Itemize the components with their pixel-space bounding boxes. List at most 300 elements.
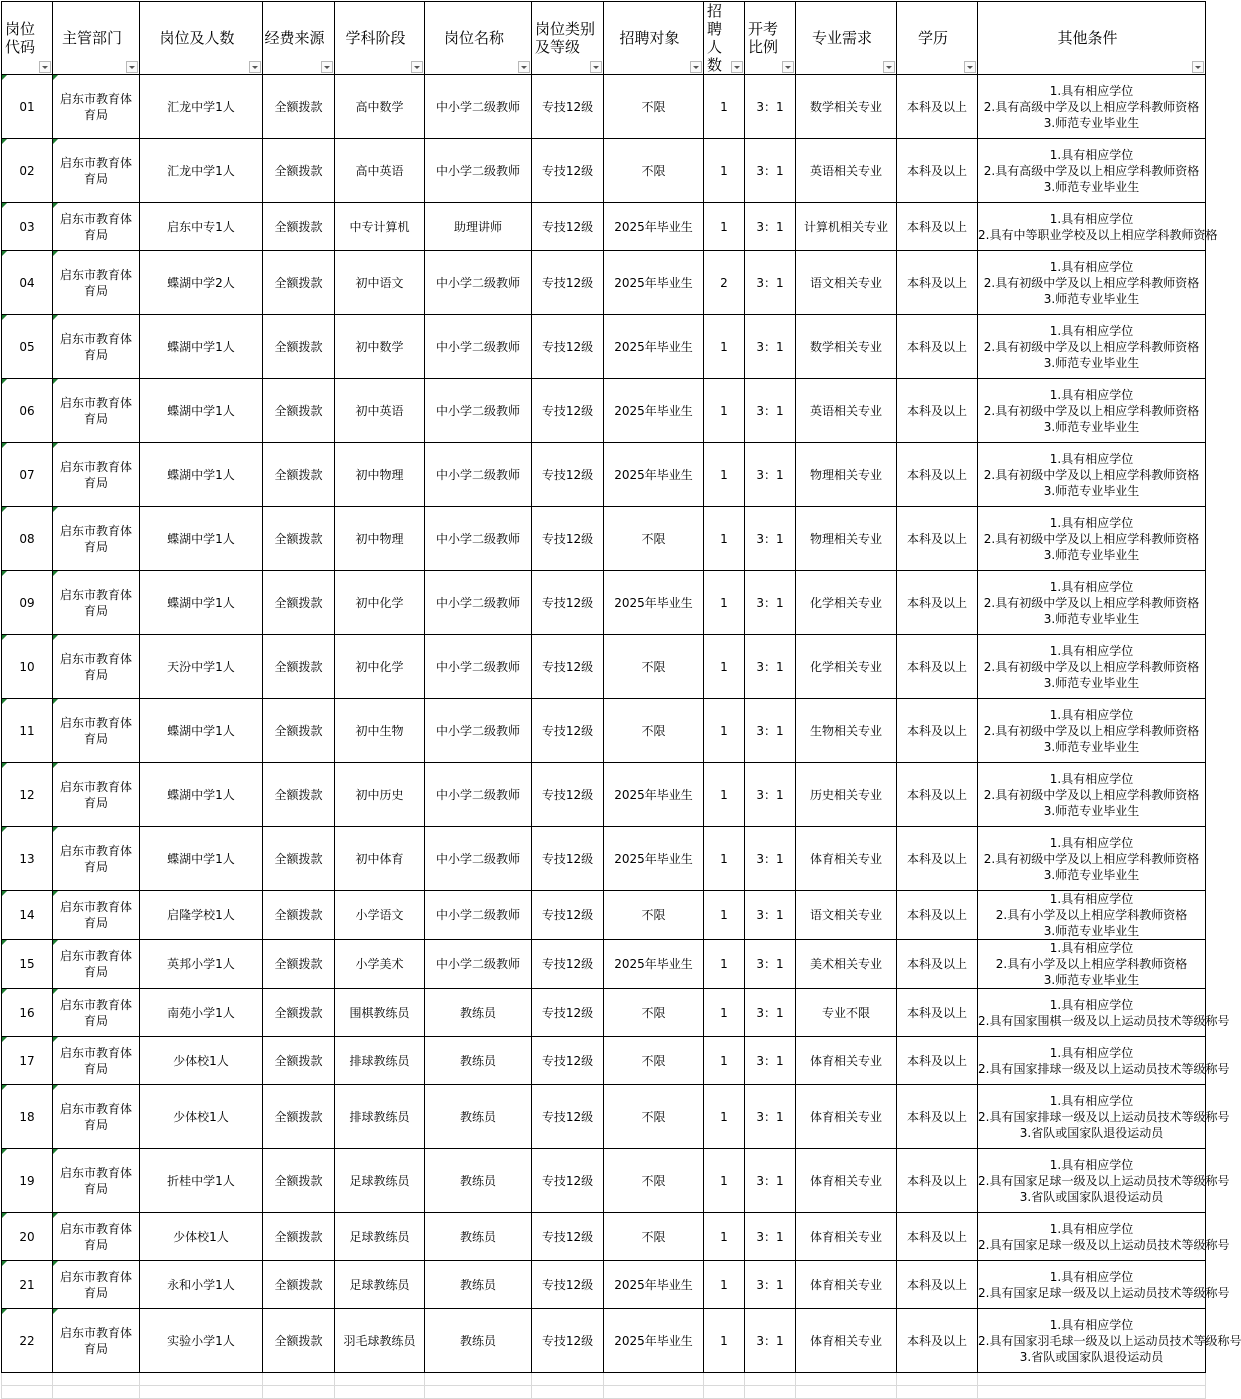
filter-dropdown-icon[interactable] xyxy=(518,61,530,73)
cell-subject[interactable] xyxy=(335,1261,425,1309)
cell-edu[interactable] xyxy=(897,315,978,379)
cell-grade[interactable] xyxy=(532,443,604,507)
cell-grade[interactable] xyxy=(532,1309,604,1373)
cell-dept[interactable] xyxy=(53,763,140,827)
cell-count[interactable] xyxy=(704,251,745,315)
cell-code[interactable] xyxy=(2,443,53,507)
empty-cell[interactable] xyxy=(796,1386,897,1399)
cell-conditions[interactable] xyxy=(978,1149,1230,1213)
cell-ratio[interactable] xyxy=(745,1261,796,1309)
cell-edu[interactable] xyxy=(897,1261,978,1309)
cell-target[interactable] xyxy=(604,891,704,940)
cell-grade[interactable] xyxy=(532,1085,604,1149)
cell-major[interactable] xyxy=(796,507,897,571)
cell-count[interactable] xyxy=(704,1213,745,1261)
cell-funding[interactable] xyxy=(263,635,335,699)
cell-major[interactable] xyxy=(796,827,897,891)
cell-grade[interactable] xyxy=(532,635,604,699)
cell-target[interactable] xyxy=(604,1085,704,1149)
cell-title[interactable] xyxy=(425,1261,532,1309)
cell-title[interactable] xyxy=(425,827,532,891)
cell-conditions[interactable] xyxy=(978,139,1206,203)
cell-target[interactable] xyxy=(604,1037,704,1085)
cell-edu[interactable] xyxy=(897,443,978,507)
cell-funding[interactable] xyxy=(263,1213,335,1261)
cell-code[interactable] xyxy=(2,1261,53,1309)
empty-cell[interactable] xyxy=(532,1373,604,1386)
empty-cell[interactable] xyxy=(604,1386,704,1399)
cell-dept[interactable] xyxy=(53,507,140,571)
cell-target[interactable] xyxy=(604,315,704,379)
empty-cell[interactable] xyxy=(978,1386,1206,1399)
cell-ratio[interactable] xyxy=(745,1309,796,1373)
cell-code[interactable] xyxy=(2,827,53,891)
cell-conditions[interactable] xyxy=(978,1085,1230,1149)
cell-grade[interactable] xyxy=(532,699,604,763)
cell-target[interactable] xyxy=(604,251,704,315)
cell-funding[interactable] xyxy=(263,1309,335,1373)
cell-major[interactable] xyxy=(796,1037,897,1085)
cell-grade[interactable] xyxy=(532,571,604,635)
empty-cell[interactable] xyxy=(263,1386,335,1399)
cell-target[interactable] xyxy=(604,635,704,699)
filter-dropdown-icon[interactable] xyxy=(39,61,51,73)
cell-code[interactable] xyxy=(2,1085,53,1149)
filter-dropdown-icon[interactable] xyxy=(321,61,333,73)
cell-post[interactable] xyxy=(140,251,263,315)
empty-cell[interactable] xyxy=(425,1373,532,1386)
cell-conditions[interactable] xyxy=(978,699,1206,763)
cell-major[interactable] xyxy=(796,75,897,139)
cell-ratio[interactable] xyxy=(745,75,796,139)
cell-funding[interactable] xyxy=(263,989,335,1037)
cell-funding[interactable] xyxy=(263,699,335,763)
cell-edu[interactable] xyxy=(897,891,978,940)
filter-dropdown-icon[interactable] xyxy=(964,61,976,73)
cell-count[interactable] xyxy=(704,75,745,139)
cell-funding[interactable] xyxy=(263,827,335,891)
cell-funding[interactable] xyxy=(263,139,335,203)
cell-subject[interactable] xyxy=(335,139,425,203)
cell-conditions[interactable] xyxy=(978,315,1206,379)
cell-dept[interactable] xyxy=(53,571,140,635)
cell-subject[interactable] xyxy=(335,1309,425,1373)
cell-funding[interactable] xyxy=(263,940,335,989)
cell-count[interactable] xyxy=(704,763,745,827)
cell-subject[interactable] xyxy=(335,251,425,315)
empty-cell[interactable] xyxy=(140,1373,263,1386)
cell-conditions[interactable] xyxy=(978,891,1206,940)
cell-grade[interactable] xyxy=(532,940,604,989)
cell-subject[interactable] xyxy=(335,1213,425,1261)
cell-target[interactable] xyxy=(604,1309,704,1373)
cell-count[interactable] xyxy=(704,940,745,989)
cell-post[interactable] xyxy=(140,139,263,203)
cell-edu[interactable] xyxy=(897,1213,978,1261)
cell-conditions[interactable] xyxy=(978,571,1206,635)
cell-ratio[interactable] xyxy=(745,379,796,443)
cell-dept[interactable] xyxy=(53,699,140,763)
cell-post[interactable] xyxy=(140,443,263,507)
cell-title[interactable] xyxy=(425,443,532,507)
cell-count[interactable] xyxy=(704,989,745,1037)
empty-cell[interactable] xyxy=(745,1373,796,1386)
empty-cell[interactable] xyxy=(335,1373,425,1386)
cell-ratio[interactable] xyxy=(745,203,796,251)
cell-target[interactable] xyxy=(604,699,704,763)
cell-title[interactable] xyxy=(425,940,532,989)
cell-dept[interactable] xyxy=(53,1037,140,1085)
cell-edu[interactable] xyxy=(897,139,978,203)
cell-subject[interactable] xyxy=(335,635,425,699)
empty-cell[interactable] xyxy=(335,1386,425,1399)
cell-post[interactable] xyxy=(140,699,263,763)
cell-target[interactable] xyxy=(604,989,704,1037)
cell-subject[interactable] xyxy=(335,891,425,940)
cell-conditions[interactable] xyxy=(978,1261,1230,1309)
cell-dept[interactable] xyxy=(53,940,140,989)
cell-count[interactable] xyxy=(704,1261,745,1309)
cell-edu[interactable] xyxy=(897,827,978,891)
empty-cell[interactable] xyxy=(2,1386,53,1399)
cell-post[interactable] xyxy=(140,315,263,379)
cell-conditions[interactable] xyxy=(978,379,1206,443)
cell-post[interactable] xyxy=(140,635,263,699)
cell-post[interactable] xyxy=(140,203,263,251)
cell-dept[interactable] xyxy=(53,315,140,379)
cell-subject[interactable] xyxy=(335,571,425,635)
cell-conditions[interactable] xyxy=(978,75,1206,139)
cell-count[interactable] xyxy=(704,1149,745,1213)
cell-major[interactable] xyxy=(796,989,897,1037)
cell-conditions[interactable] xyxy=(978,1309,1241,1373)
cell-code[interactable] xyxy=(2,940,53,989)
filter-dropdown-icon[interactable] xyxy=(590,61,602,73)
cell-edu[interactable] xyxy=(897,571,978,635)
cell-post[interactable] xyxy=(140,1037,263,1085)
cell-count[interactable] xyxy=(704,203,745,251)
cell-subject[interactable] xyxy=(335,379,425,443)
cell-subject[interactable] xyxy=(335,203,425,251)
cell-grade[interactable] xyxy=(532,1037,604,1085)
cell-grade[interactable] xyxy=(532,251,604,315)
cell-target[interactable] xyxy=(604,139,704,203)
cell-ratio[interactable] xyxy=(745,763,796,827)
cell-post[interactable] xyxy=(140,507,263,571)
cell-ratio[interactable] xyxy=(745,1213,796,1261)
filter-dropdown-icon[interactable] xyxy=(1192,61,1204,73)
cell-ratio[interactable] xyxy=(745,1037,796,1085)
cell-count[interactable] xyxy=(704,507,745,571)
cell-funding[interactable] xyxy=(263,1037,335,1085)
cell-grade[interactable] xyxy=(532,763,604,827)
cell-count[interactable] xyxy=(704,1309,745,1373)
cell-conditions[interactable] xyxy=(978,989,1230,1037)
cell-funding[interactable] xyxy=(263,763,335,827)
cell-code[interactable] xyxy=(2,1037,53,1085)
empty-cell[interactable] xyxy=(2,1373,53,1386)
cell-count[interactable] xyxy=(704,891,745,940)
cell-funding[interactable] xyxy=(263,315,335,379)
cell-dept[interactable] xyxy=(53,635,140,699)
cell-ratio[interactable] xyxy=(745,1149,796,1213)
cell-title[interactable] xyxy=(425,315,532,379)
cell-dept[interactable] xyxy=(53,827,140,891)
cell-subject[interactable] xyxy=(335,1037,425,1085)
empty-cell[interactable] xyxy=(796,1373,897,1386)
cell-ratio[interactable] xyxy=(745,251,796,315)
cell-edu[interactable] xyxy=(897,699,978,763)
cell-title[interactable] xyxy=(425,251,532,315)
cell-code[interactable] xyxy=(2,1309,53,1373)
empty-cell[interactable] xyxy=(263,1373,335,1386)
cell-subject[interactable] xyxy=(335,315,425,379)
cell-dept[interactable] xyxy=(53,443,140,507)
cell-target[interactable] xyxy=(604,571,704,635)
cell-post[interactable] xyxy=(140,571,263,635)
cell-code[interactable] xyxy=(2,315,53,379)
cell-major[interactable] xyxy=(796,379,897,443)
empty-cell[interactable] xyxy=(53,1373,140,1386)
cell-edu[interactable] xyxy=(897,1085,978,1149)
cell-post[interactable] xyxy=(140,1149,263,1213)
cell-funding[interactable] xyxy=(263,443,335,507)
cell-edu[interactable] xyxy=(897,1037,978,1085)
cell-post[interactable] xyxy=(140,75,263,139)
empty-cell[interactable] xyxy=(897,1386,978,1399)
cell-funding[interactable] xyxy=(263,1085,335,1149)
cell-grade[interactable] xyxy=(532,1213,604,1261)
cell-ratio[interactable] xyxy=(745,443,796,507)
cell-funding[interactable] xyxy=(263,1149,335,1213)
cell-subject[interactable] xyxy=(335,1149,425,1213)
cell-post[interactable] xyxy=(140,989,263,1037)
cell-title[interactable] xyxy=(425,1149,532,1213)
filter-dropdown-icon[interactable] xyxy=(782,61,794,73)
empty-cell[interactable] xyxy=(604,1373,704,1386)
cell-code[interactable] xyxy=(2,1213,53,1261)
empty-cell[interactable] xyxy=(140,1386,263,1399)
cell-dept[interactable] xyxy=(53,75,140,139)
cell-major[interactable] xyxy=(796,443,897,507)
cell-title[interactable] xyxy=(425,75,532,139)
cell-edu[interactable] xyxy=(897,507,978,571)
cell-dept[interactable] xyxy=(53,379,140,443)
cell-code[interactable] xyxy=(2,1149,53,1213)
cell-edu[interactable] xyxy=(897,635,978,699)
empty-cell[interactable] xyxy=(897,1373,978,1386)
cell-major[interactable] xyxy=(796,763,897,827)
cell-edu[interactable] xyxy=(897,1149,978,1213)
cell-major[interactable] xyxy=(796,203,897,251)
cell-post[interactable] xyxy=(140,891,263,940)
cell-ratio[interactable] xyxy=(745,315,796,379)
cell-title[interactable] xyxy=(425,1037,532,1085)
cell-funding[interactable] xyxy=(263,203,335,251)
cell-count[interactable] xyxy=(704,827,745,891)
filter-dropdown-icon[interactable] xyxy=(249,61,261,73)
cell-code[interactable] xyxy=(2,891,53,940)
cell-code[interactable] xyxy=(2,989,53,1037)
cell-code[interactable] xyxy=(2,699,53,763)
cell-target[interactable] xyxy=(604,75,704,139)
cell-title[interactable] xyxy=(425,891,532,940)
cell-edu[interactable] xyxy=(897,379,978,443)
cell-funding[interactable] xyxy=(263,1261,335,1309)
cell-title[interactable] xyxy=(425,1213,532,1261)
empty-cell[interactable] xyxy=(532,1386,604,1399)
cell-conditions[interactable] xyxy=(978,1213,1230,1261)
cell-conditions[interactable] xyxy=(978,251,1206,315)
cell-post[interactable] xyxy=(140,1309,263,1373)
cell-edu[interactable] xyxy=(897,763,978,827)
cell-code[interactable] xyxy=(2,203,53,251)
cell-major[interactable] xyxy=(796,891,897,940)
cell-title[interactable] xyxy=(425,139,532,203)
empty-cell[interactable] xyxy=(704,1373,745,1386)
cell-subject[interactable] xyxy=(335,763,425,827)
cell-target[interactable] xyxy=(604,507,704,571)
cell-code[interactable] xyxy=(2,251,53,315)
cell-major[interactable] xyxy=(796,251,897,315)
cell-conditions[interactable] xyxy=(978,203,1218,251)
cell-target[interactable] xyxy=(604,203,704,251)
cell-ratio[interactable] xyxy=(745,635,796,699)
cell-conditions[interactable] xyxy=(978,763,1206,827)
cell-post[interactable] xyxy=(140,827,263,891)
filter-dropdown-icon[interactable] xyxy=(731,61,743,73)
cell-target[interactable] xyxy=(604,827,704,891)
cell-target[interactable] xyxy=(604,379,704,443)
cell-dept[interactable] xyxy=(53,251,140,315)
cell-ratio[interactable] xyxy=(745,699,796,763)
cell-grade[interactable] xyxy=(532,139,604,203)
cell-major[interactable] xyxy=(796,635,897,699)
cell-code[interactable] xyxy=(2,139,53,203)
empty-cell[interactable] xyxy=(53,1386,140,1399)
filter-dropdown-icon[interactable] xyxy=(411,61,423,73)
cell-title[interactable] xyxy=(425,507,532,571)
empty-cell[interactable] xyxy=(704,1386,745,1399)
cell-funding[interactable] xyxy=(263,507,335,571)
filter-dropdown-icon[interactable] xyxy=(126,61,138,73)
cell-subject[interactable] xyxy=(335,989,425,1037)
cell-major[interactable] xyxy=(796,139,897,203)
cell-major[interactable] xyxy=(796,699,897,763)
cell-subject[interactable] xyxy=(335,1085,425,1149)
cell-dept[interactable] xyxy=(53,1213,140,1261)
cell-ratio[interactable] xyxy=(745,507,796,571)
cell-dept[interactable] xyxy=(53,891,140,940)
cell-count[interactable] xyxy=(704,699,745,763)
cell-ratio[interactable] xyxy=(745,139,796,203)
cell-grade[interactable] xyxy=(532,1149,604,1213)
cell-major[interactable] xyxy=(796,1213,897,1261)
cell-title[interactable] xyxy=(425,699,532,763)
cell-ratio[interactable] xyxy=(745,940,796,989)
cell-title[interactable] xyxy=(425,379,532,443)
cell-ratio[interactable] xyxy=(745,1085,796,1149)
cell-edu[interactable] xyxy=(897,989,978,1037)
cell-target[interactable] xyxy=(604,940,704,989)
cell-grade[interactable] xyxy=(532,315,604,379)
cell-conditions[interactable] xyxy=(978,507,1206,571)
cell-major[interactable] xyxy=(796,940,897,989)
cell-grade[interactable] xyxy=(532,75,604,139)
cell-subject[interactable] xyxy=(335,827,425,891)
cell-title[interactable] xyxy=(425,1085,532,1149)
cell-subject[interactable] xyxy=(335,75,425,139)
cell-major[interactable] xyxy=(796,1309,897,1373)
cell-subject[interactable] xyxy=(335,940,425,989)
cell-subject[interactable] xyxy=(335,699,425,763)
cell-target[interactable] xyxy=(604,1149,704,1213)
cell-count[interactable] xyxy=(704,635,745,699)
cell-funding[interactable] xyxy=(263,379,335,443)
cell-count[interactable] xyxy=(704,315,745,379)
cell-grade[interactable] xyxy=(532,827,604,891)
cell-major[interactable] xyxy=(796,1085,897,1149)
cell-ratio[interactable] xyxy=(745,827,796,891)
cell-major[interactable] xyxy=(796,1149,897,1213)
cell-funding[interactable] xyxy=(263,75,335,139)
cell-code[interactable] xyxy=(2,75,53,139)
cell-funding[interactable] xyxy=(263,251,335,315)
cell-post[interactable] xyxy=(140,379,263,443)
cell-edu[interactable] xyxy=(897,251,978,315)
cell-conditions[interactable] xyxy=(978,827,1206,891)
cell-subject[interactable] xyxy=(335,507,425,571)
cell-target[interactable] xyxy=(604,1213,704,1261)
cell-ratio[interactable] xyxy=(745,891,796,940)
cell-dept[interactable] xyxy=(53,1309,140,1373)
cell-post[interactable] xyxy=(140,1261,263,1309)
cell-code[interactable] xyxy=(2,763,53,827)
cell-title[interactable] xyxy=(425,1309,532,1373)
cell-count[interactable] xyxy=(704,1037,745,1085)
cell-conditions[interactable] xyxy=(978,1037,1230,1085)
cell-grade[interactable] xyxy=(532,989,604,1037)
cell-title[interactable] xyxy=(425,571,532,635)
cell-ratio[interactable] xyxy=(745,989,796,1037)
cell-edu[interactable] xyxy=(897,203,978,251)
cell-ratio[interactable] xyxy=(745,571,796,635)
cell-conditions[interactable] xyxy=(978,635,1206,699)
empty-cell[interactable] xyxy=(978,1373,1206,1386)
cell-post[interactable] xyxy=(140,940,263,989)
filter-dropdown-icon[interactable] xyxy=(690,61,702,73)
empty-cell[interactable] xyxy=(745,1386,796,1399)
cell-major[interactable] xyxy=(796,1261,897,1309)
cell-dept[interactable] xyxy=(53,203,140,251)
cell-count[interactable] xyxy=(704,1085,745,1149)
cell-count[interactable] xyxy=(704,571,745,635)
cell-edu[interactable] xyxy=(897,940,978,989)
cell-grade[interactable] xyxy=(532,1261,604,1309)
cell-funding[interactable] xyxy=(263,891,335,940)
cell-code[interactable] xyxy=(2,507,53,571)
cell-edu[interactable] xyxy=(897,75,978,139)
cell-code[interactable] xyxy=(2,379,53,443)
cell-post[interactable] xyxy=(140,763,263,827)
cell-edu[interactable] xyxy=(897,1309,978,1373)
cell-target[interactable] xyxy=(604,1261,704,1309)
cell-subject[interactable] xyxy=(335,443,425,507)
cell-conditions[interactable] xyxy=(978,940,1206,989)
cell-major[interactable] xyxy=(796,315,897,379)
cell-count[interactable] xyxy=(704,139,745,203)
cell-title[interactable] xyxy=(425,635,532,699)
